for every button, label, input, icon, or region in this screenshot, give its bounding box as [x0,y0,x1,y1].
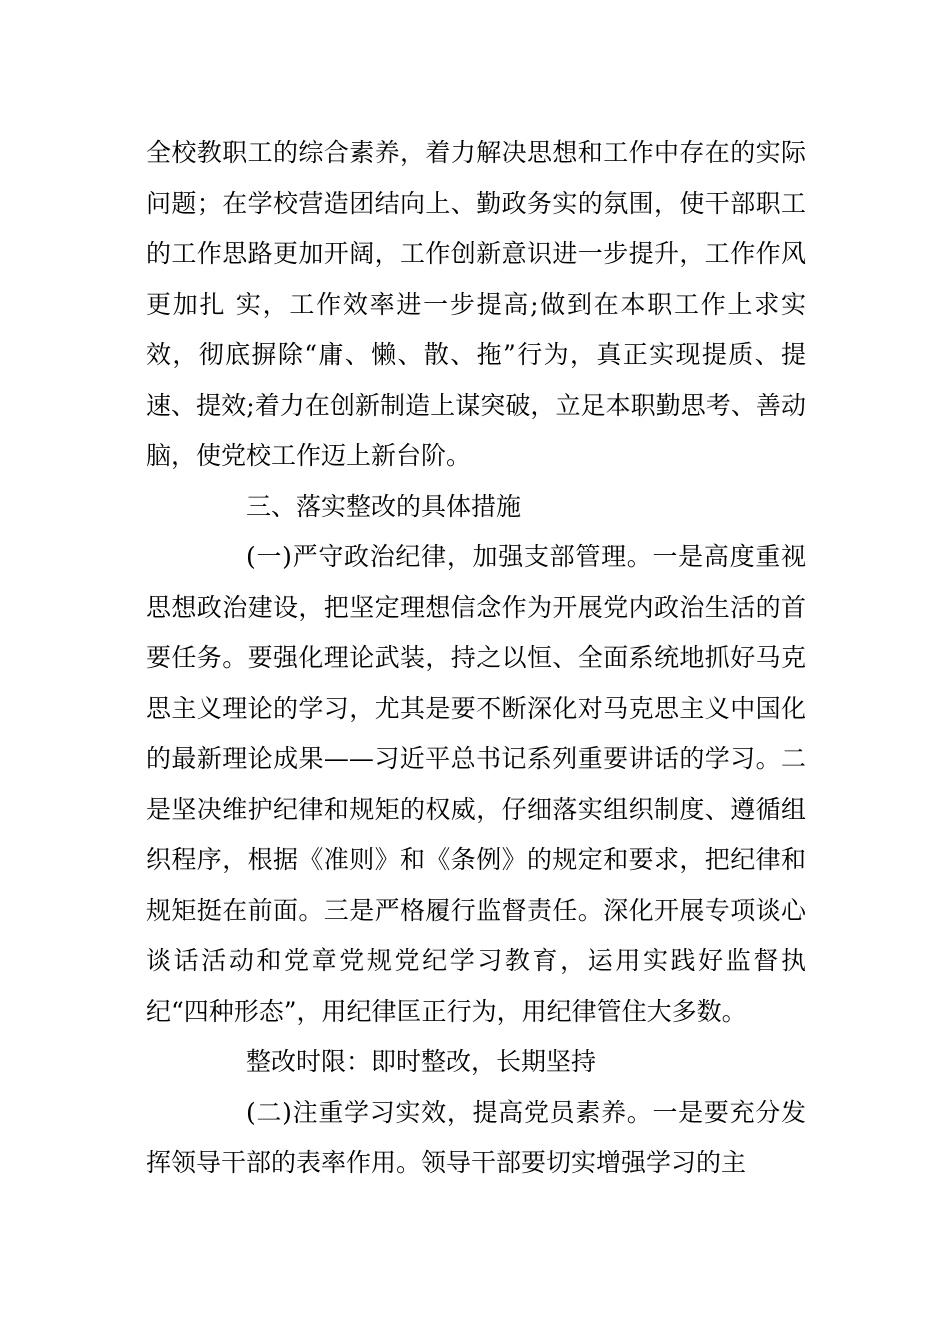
rectification-deadline: 整改时限：即时整改，长期坚持 [246,1047,597,1076]
document-page [146,128,806,1189]
paragraph-political-discipline: (一)严守政治纪律，加强支部管理。一是高度重视思想政治建设，把坚定理想信念作为开展党内政治生活的首要任务。要强化理论武装，持之以恒、全面系统地抓好马克思主义理论的学习，尤其是要不断深化对马克思主义中国化的最新理论成果——习近平总书记系列重要讲话的学习。二是坚决维护纪律和规矩的权威，仔细落实组织制度、遵循组织程序，根据《准则》和《条例》的规定和要求，把纪律和规矩挺在前面。三是严格履行监督责任。深化开展专项谈心谈话活动和党章党规党纪学习教育，运用实践好监督执纪“四种形态”，用纪律匡正行为，用纪律管住大多数。 [146,542,806,1026]
paragraph-work-goals: 全校教职工的综合素养，着力解决思想和工作中存在的实际问题；在学校营造团结向上、勤政务实的氛围，使干部职工的工作思路更加开阔，工作创新意识进一步提升，工作作风更加扎 实，工作效率进一步提高;做到在本职工作上求实效，彻底摒除“庸、懒、散、拖”行为，真正实现提质、提速、提效;着力在创新制造上谋突破，立足本职勤思考、善动脑，使党校工作迈上新台阶。 [146,138,806,470]
paragraph-study-effectiveness: (二)注重学习实效，提高党员素养。一是要充分发挥领导干部的表率作用。领导干部要切实增强学习的主 [146,1097,806,1177]
section-heading-measures: 三、落实整改的具体措施 [246,491,522,521]
